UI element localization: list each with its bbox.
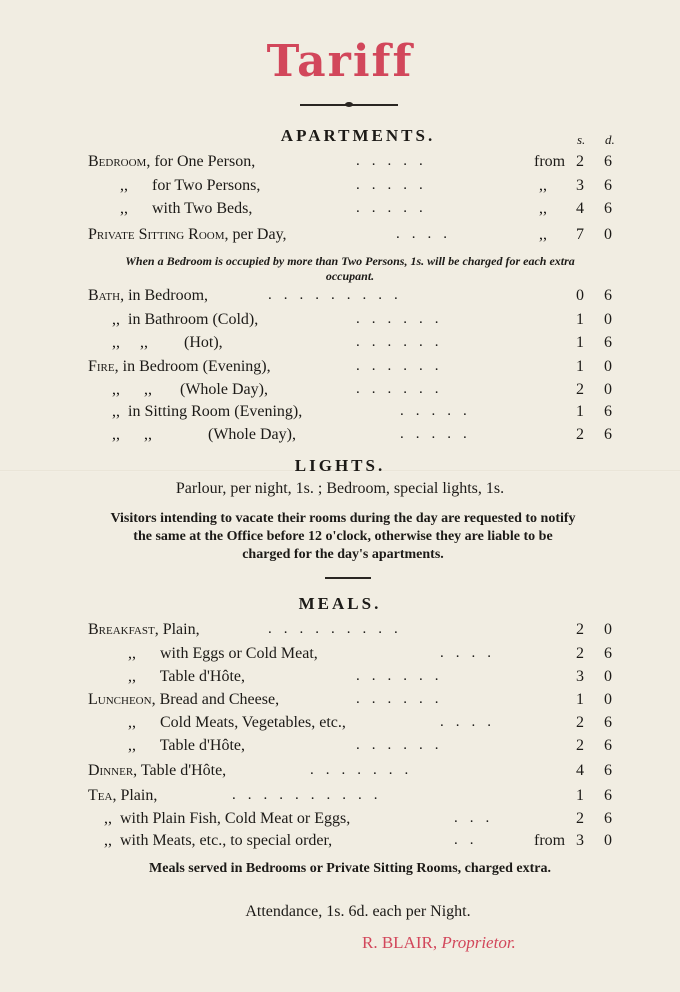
row-label: Tea, Plain, bbox=[88, 787, 158, 804]
row-label: ,, ,, (Hot), bbox=[112, 334, 223, 351]
shillings-value: 4 bbox=[576, 200, 584, 217]
leader-dots: .... bbox=[396, 226, 459, 242]
shillings-value: 7 bbox=[576, 226, 584, 243]
from-label: from bbox=[534, 153, 566, 170]
pence-value: 0 bbox=[604, 668, 612, 685]
pence-value: 6 bbox=[604, 714, 612, 731]
tariff-row bbox=[0, 153, 680, 175]
leader-dots: ...... bbox=[356, 691, 451, 707]
pence-value: 6 bbox=[604, 426, 612, 443]
leader-dots: ..... bbox=[356, 153, 435, 169]
pence-column-header: d. bbox=[605, 132, 615, 147]
tariff-row bbox=[0, 832, 680, 854]
tariff-row bbox=[0, 358, 680, 380]
row-label: ,, ,, (Whole Day), bbox=[112, 426, 296, 443]
tariff-row bbox=[0, 311, 680, 333]
row-label: Breakfast, Plain, bbox=[88, 621, 200, 638]
tariff-row bbox=[0, 177, 680, 199]
ditto-mark: ,, bbox=[539, 226, 547, 243]
row-label: ,, Table d'Hôte, bbox=[128, 668, 245, 685]
extra-occupant-note: When a Bedroom is occupied by more than Two Persons, 1s. will be charged for each extra occupant. bbox=[125, 254, 575, 283]
leader-dots: ...... bbox=[356, 668, 451, 684]
leader-dots: ...... bbox=[356, 381, 451, 397]
pence-value: 6 bbox=[604, 403, 612, 420]
lights-text: Parlour, per night, 1s. ; Bedroom, special lights, 1s. bbox=[175, 480, 505, 497]
row-label: ,, Table d'Hôte, bbox=[128, 737, 245, 754]
leader-dots: ..... bbox=[356, 177, 435, 193]
row-label: Dinner, Table d'Hôte, bbox=[88, 762, 227, 779]
row-label: Fire, in Bedroom (Evening), bbox=[88, 358, 271, 375]
proprietor-signature bbox=[362, 933, 516, 953]
leader-dots: ...... bbox=[356, 311, 451, 327]
ditto-mark: ,, bbox=[539, 200, 547, 217]
vacate-notice: Visitors intending to vacate their rooms during the day are requested to notify the same at the Office before 12 o'clock, otherwise they are liable to be charged for the day's apartments. bbox=[110, 511, 576, 562]
row-label: Bath, in Bedroom, bbox=[88, 287, 209, 304]
ditto-mark: ,, bbox=[539, 177, 547, 194]
leader-dots: .... bbox=[440, 645, 503, 661]
apartments-heading: APARTMENTS. bbox=[280, 126, 436, 145]
proprietor-name: R. BLAIR, bbox=[362, 933, 438, 952]
shillings-value: 3 bbox=[576, 177, 584, 194]
leader-dots: ...... bbox=[356, 358, 451, 374]
leader-dots: .......... bbox=[232, 787, 390, 803]
leader-dots: .. bbox=[454, 832, 486, 848]
tariff-row bbox=[0, 381, 680, 403]
shillings-value: 3 bbox=[576, 832, 584, 849]
page-title: Tariff bbox=[266, 36, 414, 87]
pence-value: 6 bbox=[604, 810, 612, 827]
pence-value: 0 bbox=[604, 621, 612, 638]
tariff-row bbox=[0, 200, 680, 222]
tariff-row bbox=[0, 426, 680, 448]
title-rule-ornament bbox=[345, 102, 353, 107]
pence-value: 0 bbox=[604, 226, 612, 243]
meals-rule bbox=[325, 577, 371, 579]
shillings-value: 3 bbox=[576, 668, 584, 685]
lights-heading: LIGHTS. bbox=[294, 456, 386, 475]
leader-dots: ...... bbox=[356, 334, 451, 350]
shillings-value: 1 bbox=[576, 403, 584, 420]
shillings-value: 2 bbox=[576, 621, 584, 638]
row-label: Luncheon, Bread and Cheese, bbox=[88, 691, 280, 708]
from-label: from bbox=[534, 832, 566, 849]
shillings-column-header: s. bbox=[577, 132, 586, 147]
row-label: ,, in Bathroom (Cold), bbox=[112, 311, 259, 328]
tariff-row bbox=[0, 737, 680, 759]
shillings-value: 4 bbox=[576, 762, 584, 779]
tariff-row bbox=[0, 810, 680, 832]
pence-value: 6 bbox=[604, 287, 612, 304]
shillings-value: 2 bbox=[576, 426, 584, 443]
leader-dots: ..... bbox=[400, 426, 479, 442]
row-label: ,, ,, (Whole Day), bbox=[112, 381, 268, 398]
pence-value: 0 bbox=[604, 381, 612, 398]
tariff-row bbox=[0, 668, 680, 690]
attendance-text: Attendance, 1s. 6d. each per Night. bbox=[245, 903, 471, 920]
row-label: ,, with Meats, etc., to special order, bbox=[104, 832, 333, 849]
row-label: ,, with Eggs or Cold Meat, bbox=[128, 645, 318, 662]
shillings-value: 2 bbox=[576, 714, 584, 731]
proprietor-title: Proprietor. bbox=[441, 933, 516, 952]
shillings-value: 2 bbox=[576, 381, 584, 398]
row-label: ,, Cold Meats, Vegetables, etc., bbox=[128, 714, 346, 731]
pence-value: 6 bbox=[604, 762, 612, 779]
shillings-value: 1 bbox=[576, 311, 584, 328]
shillings-value: 1 bbox=[576, 334, 584, 351]
pence-value: 6 bbox=[604, 200, 612, 217]
pence-value: 0 bbox=[604, 691, 612, 708]
pence-value: 6 bbox=[604, 737, 612, 754]
leader-dots: .... bbox=[440, 714, 503, 730]
leader-dots: ..... bbox=[400, 403, 479, 419]
row-label: ,, with Two Beds, bbox=[120, 200, 253, 217]
meals-extra-note: Meals served in Bedrooms or Private Sitting Rooms, charged extra. bbox=[149, 861, 551, 876]
tariff-row bbox=[0, 226, 680, 248]
tariff-row bbox=[0, 287, 680, 309]
row-label: ,, in Sitting Room (Evening), bbox=[112, 403, 303, 420]
row-label: Bedroom, for One Person, bbox=[88, 153, 256, 170]
shillings-value: 0 bbox=[576, 287, 584, 304]
pence-value: 6 bbox=[604, 153, 612, 170]
pence-value: 6 bbox=[604, 177, 612, 194]
pence-value: 6 bbox=[604, 645, 612, 662]
pence-value: 0 bbox=[604, 832, 612, 849]
meals-heading: MEALS. bbox=[298, 594, 382, 613]
shillings-value: 1 bbox=[576, 691, 584, 708]
pence-value: 6 bbox=[604, 787, 612, 804]
tariff-row bbox=[0, 691, 680, 713]
leader-dots: ..... bbox=[356, 200, 435, 216]
shillings-value: 2 bbox=[576, 645, 584, 662]
leader-dots: ......... bbox=[268, 287, 410, 303]
row-label: ,, with Plain Fish, Cold Meat or Eggs, bbox=[104, 810, 351, 827]
shillings-value: 2 bbox=[576, 737, 584, 754]
leader-dots: ... bbox=[454, 810, 502, 826]
tariff-row bbox=[0, 334, 680, 356]
pence-value: 0 bbox=[604, 311, 612, 328]
tariff-row bbox=[0, 762, 680, 784]
tariff-row bbox=[0, 787, 680, 809]
tariff-row bbox=[0, 714, 680, 736]
shillings-value: 1 bbox=[576, 358, 584, 375]
shillings-value: 2 bbox=[576, 810, 584, 827]
pence-value: 6 bbox=[604, 334, 612, 351]
shillings-value: 2 bbox=[576, 153, 584, 170]
leader-dots: ......... bbox=[268, 621, 410, 637]
pence-value: 0 bbox=[604, 358, 612, 375]
tariff-row bbox=[0, 621, 680, 643]
shillings-value: 1 bbox=[576, 787, 584, 804]
row-label: Private Sitting Room, per Day, bbox=[88, 226, 287, 243]
tariff-row bbox=[0, 645, 680, 667]
leader-dots: ...... bbox=[356, 737, 451, 753]
leader-dots: ....... bbox=[310, 762, 421, 778]
tariff-row bbox=[0, 403, 680, 425]
row-label: ,, for Two Persons, bbox=[120, 177, 261, 194]
